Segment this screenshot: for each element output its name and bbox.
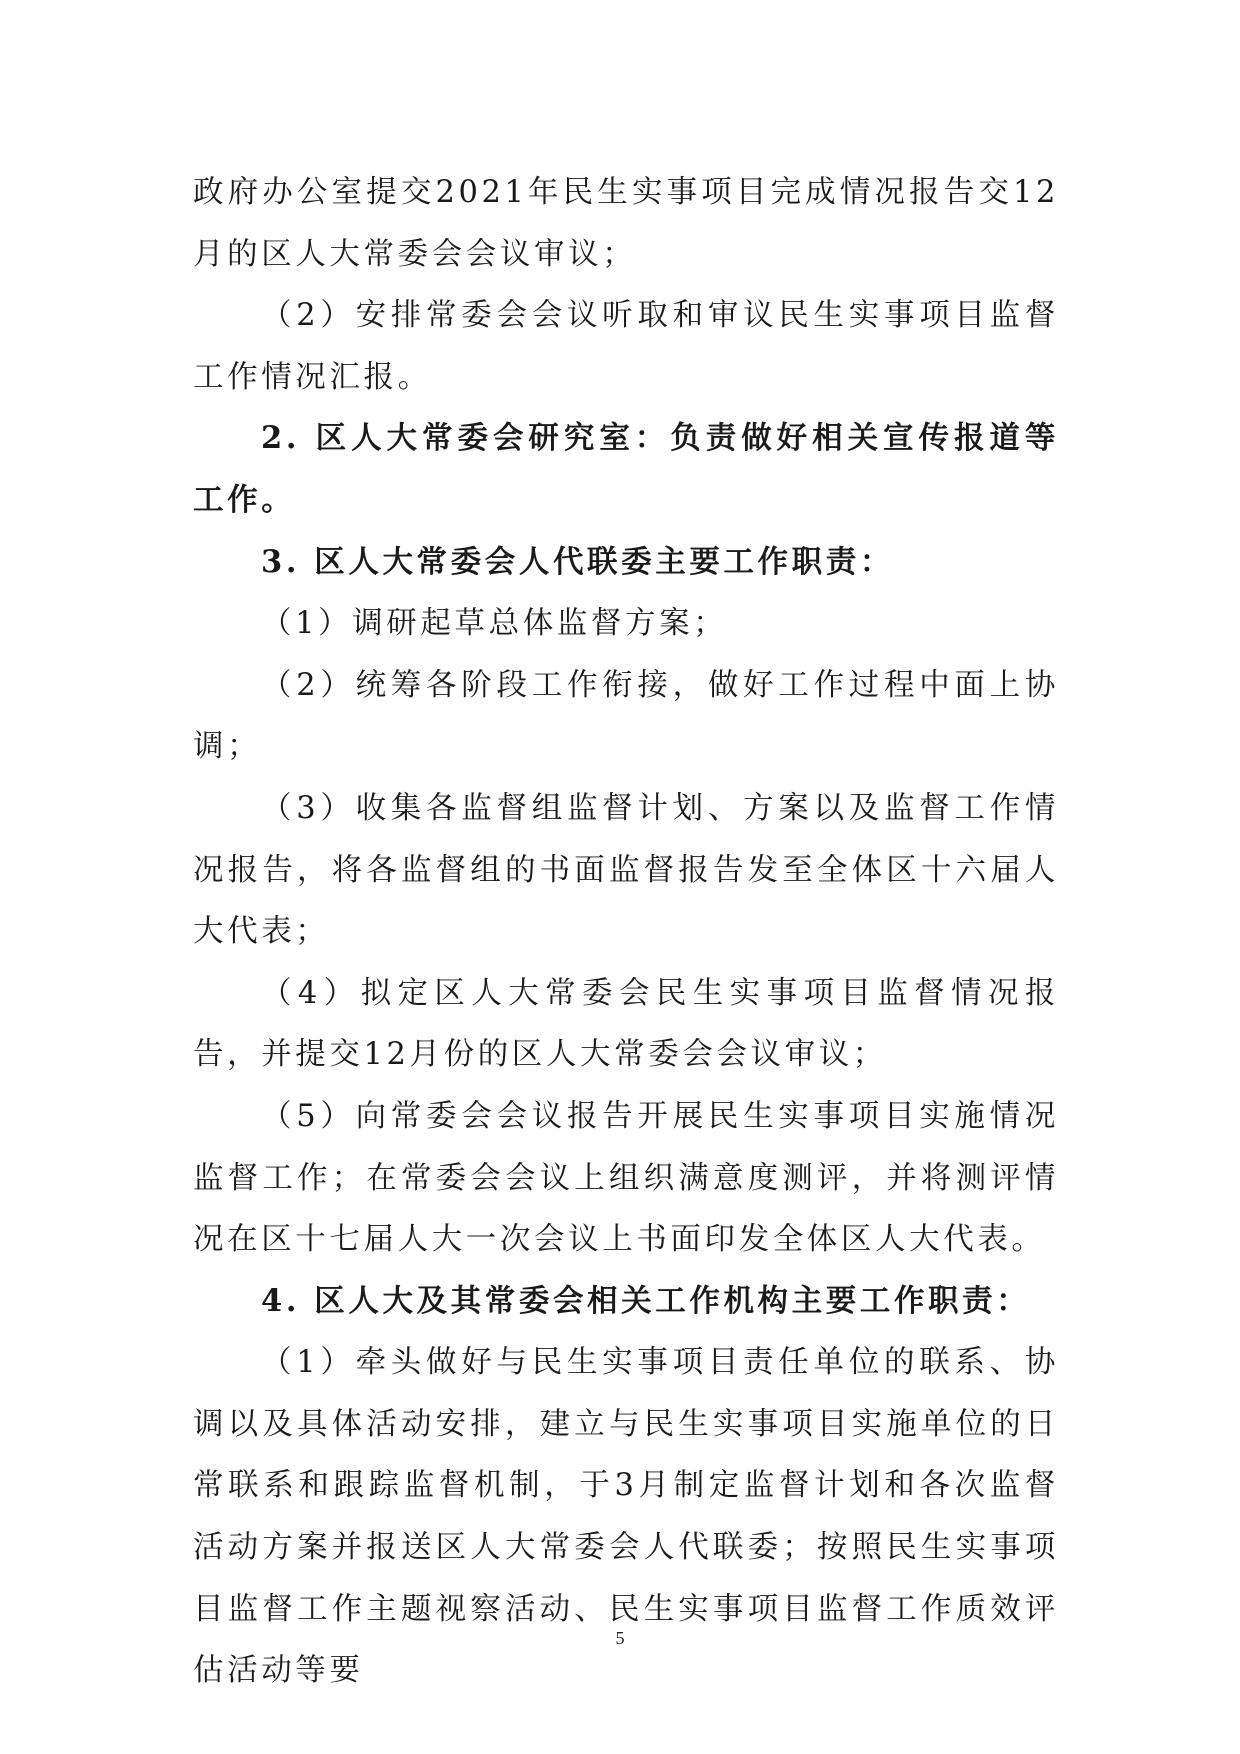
body-paragraph: （3）收集各监督组监督计划、方案以及监督工作情况报告，将各监督组的书面监督报告发至全体区十六届人大代表；	[193, 790, 1059, 950]
section-heading: 4. 区人大及其常委会相关工作机构主要工作职责：	[261, 1282, 1031, 1319]
body-paragraph: （2）统筹各阶段工作衔接，做好工作过程中面上协调；	[193, 667, 1059, 765]
body-paragraph: （1）牵头做好与民生实事项目责任单位的联系、协调以及具体活动安排，建立与民生实事项目实施单位的日常联系和跟踪监督机制，于3月制定监督计划和各次监督活动方案并报送区人大常委会人代联委；按照民生实事项目监督工作主题视察活动、民生实事项目监督工作质效评估活动等要	[193, 1345, 1059, 1689]
body-paragraph: 政府办公室提交2021年民生实事项目完成情况报告交12月的区人大常委会会议审议；	[193, 175, 1059, 272]
section-heading: 2. 区人大常委会研究室：负责做好相关宣传报道等工作。	[193, 420, 1059, 518]
document-body	[193, 162, 1059, 1702]
body-paragraph: （2）安排常委会会议听取和审议民生实事项目监督工作情况汇报。	[193, 298, 1059, 395]
body-paragraph: （5）向常委会会议报告开展民生实事项目实施情况监督工作；在常委会会议上组织满意度测评，并将测评情况在区十七届人大一次会议上书面印发全体区人大代表。	[193, 1098, 1059, 1258]
body-paragraph: （1）调研起草总体监督方案；	[261, 606, 728, 642]
body-paragraph: （4）拟定区人大常委会民生实事项目监督情况报告，并提交12月份的区人大常委会会议审议；	[193, 975, 1059, 1073]
page-number: 5	[615, 1628, 625, 1648]
section-heading: 3. 区人大常委会人代联委主要工作职责：	[261, 543, 894, 580]
